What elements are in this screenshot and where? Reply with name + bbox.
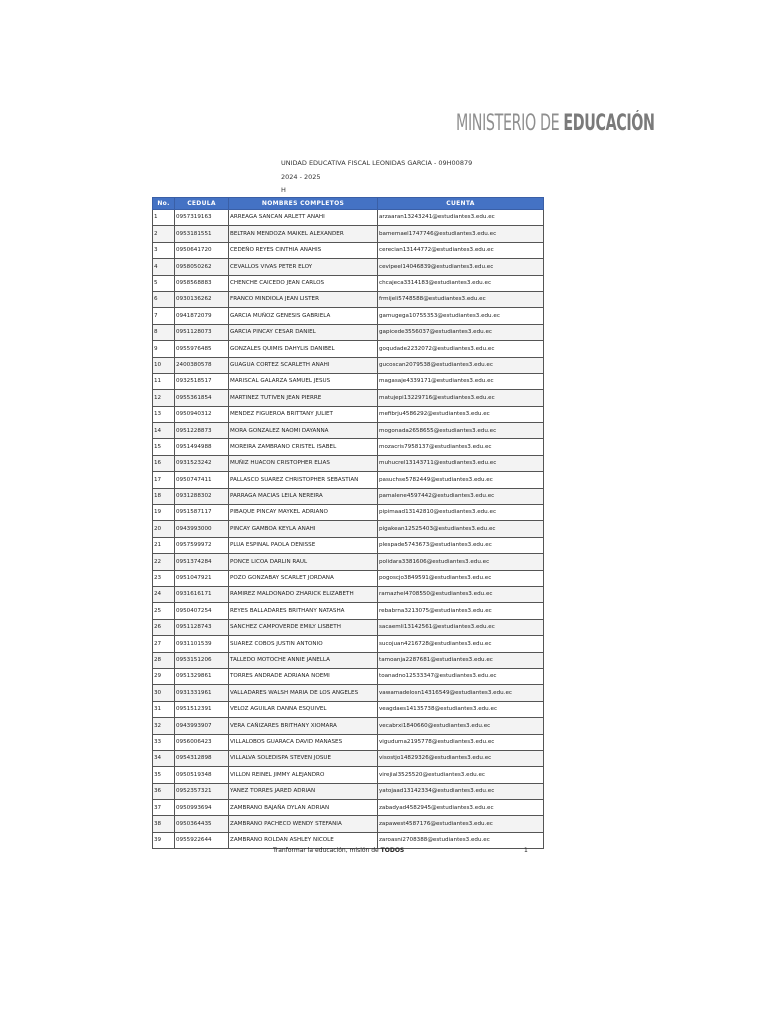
table-row [153,685,544,701]
cell-account: toanadno12533347@estudiantes3.edu.ec [378,668,544,684]
cell-number: 25 [153,603,175,619]
table-row [153,652,544,668]
cell-number: 33 [153,734,175,750]
table-row [153,537,544,553]
cell-number: 28 [153,652,175,668]
cell-full-name: PINCAY GAMBOA KEYLA ANAHI [229,521,378,537]
cell-cedula: 0930136262 [175,291,229,307]
cell-account: polidara3381606@estudiantes3.edu.ec [378,554,544,570]
table-row [153,259,544,275]
cell-account: visostjo14829326@estudiantes3.edu.ec [378,750,544,766]
cell-account: gamugega10755353@estudiantes3.edu.ec [378,308,544,324]
cell-number: 38 [153,816,175,832]
cell-full-name: VILLALVA SOLEDISPA STEVEN JOSUE [229,750,378,766]
table-row [153,406,544,422]
cell-full-name: VILLON REINEL JIMMY ALEJANDRO [229,767,378,783]
cell-account: frmijeli5748588@estudiantes3.edu.ec [378,291,544,307]
cell-cedula: 0932518517 [175,373,229,389]
footer-motto-emphasis: TODOS [380,847,405,854]
cell-cedula: 0951374284 [175,554,229,570]
cell-full-name: CEDEÑO REYES CINTHIA ANAHIS [229,242,378,258]
cell-cedula: 0943993000 [175,521,229,537]
cell-full-name: MOREIRA ZAMBRANO CRISTEL ISABEL [229,439,378,455]
cell-account: sacaemli13142561@estudiantes3.edu.ec [378,619,544,635]
cell-account: muhucrel13143711@estudiantes3.edu.ec [378,455,544,471]
cell-cedula: 0955976485 [175,341,229,357]
cell-number: 1 [153,210,175,226]
cell-full-name: VELOZ AGUILAR DANNA ESQUIVEL [229,701,378,717]
cell-number: 18 [153,488,175,504]
logo-text-light: MINISTERIO DE [456,111,564,136]
cell-full-name: VALLADARES WALSH MARIA DE LOS ANGELES [229,685,378,701]
table-row [153,603,544,619]
cell-number: 8 [153,324,175,340]
cell-number: 12 [153,390,175,406]
cell-number: 6 [153,291,175,307]
cell-cedula: 0941872079 [175,308,229,324]
table-row [153,783,544,799]
cell-full-name: MARISCAL GALARZA SAMUEL JESUS [229,373,378,389]
cell-full-name: ZAMBRANO ROLDAN ASHLEY NICOLE [229,832,378,848]
cell-cedula: 0953181551 [175,226,229,242]
cell-full-name: GARCIA PINCAY CESAR DANIEL [229,324,378,340]
cell-number: 13 [153,406,175,422]
table-row [153,341,544,357]
cell-full-name: RAMIREZ MALDONADO ZHARICK ELIZABETH [229,586,378,602]
table-header-row [153,198,544,210]
cell-cedula: 0950747411 [175,472,229,488]
cell-cedula: 0951128073 [175,324,229,340]
cell-number: 2 [153,226,175,242]
cell-number: 10 [153,357,175,373]
table-row [153,423,544,439]
table-row [153,636,544,652]
cell-full-name: MUÑIZ HUACON CRISTOPHER ELIAS [229,455,378,471]
cell-full-name: SANCHEZ CAMPOVERDE EMILY LISBETH [229,619,378,635]
cell-cedula: 0958568883 [175,275,229,291]
table-row [153,275,544,291]
cell-account: matujepi13229716@estudiantes3.edu.ec [378,390,544,406]
cell-account: arzaaran13243241@estudiantes3.edu.ec [378,210,544,226]
cell-full-name: FRANCO MINDIOLA JEAN LISTER [229,291,378,307]
ministry-logo [456,111,655,136]
cell-account: goqudade2232072@estudiantes3.edu.ec [378,341,544,357]
cell-cedula: 0950407254 [175,603,229,619]
cell-cedula: 0943993907 [175,718,229,734]
cell-cedula: 0951512391 [175,701,229,717]
logo-text-bold: EDUCACIÓN [563,111,655,136]
cell-full-name: MORA GONZALEZ NAOMI DAYANNA [229,423,378,439]
cell-account: veagdaes14135738@estudiantes3.edu.ec [378,701,544,717]
cell-cedula: 0931288302 [175,488,229,504]
cell-account: tamoanja2287681@estudiantes3.edu.ec [378,652,544,668]
table-row [153,668,544,684]
cell-number: 21 [153,537,175,553]
cell-number: 16 [153,455,175,471]
table-row [153,210,544,226]
table-row [153,750,544,766]
cell-account: zabadyad4582945@estudiantes3.edu.ec [378,800,544,816]
cell-full-name: GUAGUA CORTEZ SCARLETH ANAHI [229,357,378,373]
cell-full-name: CHENCHE CAICEDO JEAN CARLOS [229,275,378,291]
cell-full-name: GARCIA MUÑOZ GENESIS GABRIELA [229,308,378,324]
table-row [153,619,544,635]
cell-full-name: CEVALLOS VIVAS PETER ELOY [229,259,378,275]
cell-number: 22 [153,554,175,570]
table-row [153,554,544,570]
cell-cedula: 0931101539 [175,636,229,652]
cell-account: chcajeca3314183@estudiantes3.edu.ec [378,275,544,291]
cell-account: yatojaad13142334@estudiantes3.edu.ec [378,783,544,799]
cell-cedula: 0953151206 [175,652,229,668]
cell-cedula: 0951228873 [175,423,229,439]
cell-account: ramazhel4708550@estudiantes3.edu.ec [378,586,544,602]
cell-full-name: TALLEDO MOTOCHE ANNIE JANELLA [229,652,378,668]
cell-cedula: 0951128743 [175,619,229,635]
table-row [153,701,544,717]
cell-cedula: 0957599972 [175,537,229,553]
cell-number: 15 [153,439,175,455]
cell-full-name: ZAMBRANO BAJAÑA DYLAN ADRIAN [229,800,378,816]
cell-cedula: 0950519348 [175,767,229,783]
cell-cedula: 0952357321 [175,783,229,799]
cell-account: vecabrxi1840660@estudiantes3.edu.ec [378,718,544,734]
cell-full-name: MARTINEZ TUTIVEN JEAN PIERRE [229,390,378,406]
cell-account: sucojuan4216728@estudiantes3.edu.ec [378,636,544,652]
column-header-account: CUENTA [378,198,544,210]
cell-number: 34 [153,750,175,766]
cell-number: 23 [153,570,175,586]
cell-account: mozacris7958137@estudiantes3.edu.ec [378,439,544,455]
cell-cedula: 0951329861 [175,668,229,684]
cell-full-name: PALLASCO SUAREZ CHRISTOPHER SEBASTIAN [229,472,378,488]
cell-cedula: 2400380578 [175,357,229,373]
cell-full-name: VILLALOBOS GUARACA DAVID MANASES [229,734,378,750]
cell-account: pigakean12525403@estudiantes3.edu.ec [378,521,544,537]
cell-account: cerecian13144772@estudiantes3.edu.ec [378,242,544,258]
cell-number: 30 [153,685,175,701]
table-row [153,570,544,586]
cell-account: rebabrna3213075@estudiantes3.edu.ec [378,603,544,619]
cell-account: viguduma2195778@estudiantes3.edu.ec [378,734,544,750]
cell-full-name: PLUA ESPINAL PAOLA DENISSE [229,537,378,553]
section-label: H [281,186,286,194]
table-row [153,291,544,307]
cell-account: virejial3525520@estudiantes3.edu.ec [378,767,544,783]
table-row [153,800,544,816]
cell-full-name: GONZALES QUIMIS DAHYLIS DANIBEL [229,341,378,357]
cell-full-name: PONCE LICOA DARLIN RAUL [229,554,378,570]
table-row [153,242,544,258]
cell-full-name: VERA CAÑIZARES BRITHANY XIOMARA [229,718,378,734]
table-row [153,439,544,455]
cell-number: 35 [153,767,175,783]
table-row [153,767,544,783]
cell-number: 20 [153,521,175,537]
cell-number: 4 [153,259,175,275]
cell-cedula: 0951587117 [175,505,229,521]
cell-cedula: 0950641720 [175,242,229,258]
cell-number: 27 [153,636,175,652]
table-row [153,718,544,734]
table-row [153,472,544,488]
cell-full-name: BELTRAN MENDOZA MAIKEL ALEXANDER [229,226,378,242]
cell-account: pamalene4597442@estudiantes3.edu.ec [378,488,544,504]
cell-number: 5 [153,275,175,291]
table-row [153,390,544,406]
table-row [153,324,544,340]
table-row [153,373,544,389]
footer-motto-text: Tranformar la educación, misión de [273,847,381,854]
cell-number: 19 [153,505,175,521]
table-row [153,505,544,521]
cell-full-name: MENDEZ FIGUEROA BRITTANY JULIET [229,406,378,422]
table-row [153,816,544,832]
page-number: 1 [524,847,528,854]
school-period: 2024 - 2025 [281,173,321,181]
cell-account: cevipeel14046839@estudiantes3.edu.ec [378,259,544,275]
institution-name: UNIDAD EDUCATIVA FISCAL LEONIDAS GARCIA - 09H00879 [281,159,473,167]
cell-full-name: POZO GONZABAY SCARLET JORDANA [229,570,378,586]
table-row [153,521,544,537]
cell-number: 14 [153,423,175,439]
cell-full-name: REYES BALLADARES BRITHANY NATASHA [229,603,378,619]
cell-account: vawamadelosn14316549@estudiantes3.edu.ec [378,685,544,701]
table-row [153,488,544,504]
cell-account: mogonada2658655@estudiantes3.edu.ec [378,423,544,439]
footer-motto [273,847,404,854]
cell-account: pogoscjo3849591@estudiantes3.edu.ec [378,570,544,586]
cell-account: bamemael1747746@estudiantes3.edu.ec [378,226,544,242]
cell-number: 17 [153,472,175,488]
cell-cedula: 0955922644 [175,832,229,848]
cell-number: 36 [153,783,175,799]
cell-cedula: 0950940312 [175,406,229,422]
table-row [153,734,544,750]
cell-cedula: 0950993694 [175,800,229,816]
cell-full-name: TORRES ANDRADE ADRIANA NOEMI [229,668,378,684]
cell-cedula: 0954312898 [175,750,229,766]
column-header-number: No. [153,198,175,210]
cell-account: pasuchse5782449@estudiantes3.edu.ec [378,472,544,488]
cell-full-name: PARRAGA MACIAS LEILA NEREIRA [229,488,378,504]
cell-number: 39 [153,832,175,848]
cell-number: 32 [153,718,175,734]
cell-cedula: 0951047921 [175,570,229,586]
table-row [153,455,544,471]
cell-number: 7 [153,308,175,324]
cell-cedula: 0951494988 [175,439,229,455]
cell-account: pipimaad13142810@estudiantes3.edu.ec [378,505,544,521]
table-row [153,226,544,242]
cell-cedula: 0956006423 [175,734,229,750]
cell-number: 26 [153,619,175,635]
cell-number: 11 [153,373,175,389]
student-roster-table [152,197,544,849]
column-header-cedula: CEDULA [175,198,229,210]
table-row [153,586,544,602]
cell-account: mefibrju4586292@estudiantes3.edu.ec [378,406,544,422]
cell-number: 37 [153,800,175,816]
cell-full-name: ARREAGA SANCAN ARLETT ANAHI [229,210,378,226]
cell-cedula: 0931523242 [175,455,229,471]
cell-full-name: ZAMBRANO PACHECO WENDY STEFANIA [229,816,378,832]
cell-cedula: 0957319163 [175,210,229,226]
cell-full-name: SUAREZ COBOS JUSTIN ANTONIO [229,636,378,652]
cell-number: 3 [153,242,175,258]
cell-number: 31 [153,701,175,717]
cell-cedula: 0955361854 [175,390,229,406]
cell-account: gapicede3556037@estudiantes3.edu.ec [378,324,544,340]
cell-number: 24 [153,586,175,602]
cell-cedula: 0958050262 [175,259,229,275]
cell-account: plespade5743673@estudiantes3.edu.ec [378,537,544,553]
table-row [153,357,544,373]
column-header-names: NOMBRES COMPLETOS [229,198,378,210]
cell-cedula: 0931616171 [175,586,229,602]
cell-account: gucoscan2079538@estudiantes3.edu.ec [378,357,544,373]
cell-account: magasaje4339171@estudiantes3.edu.ec [378,373,544,389]
table-row [153,308,544,324]
cell-cedula: 0950364435 [175,816,229,832]
cell-full-name: PIBAQUE PINCAY MAYKEL ADRIANO [229,505,378,521]
cell-account: zapawest4587176@estudiantes3.edu.ec [378,816,544,832]
cell-number: 9 [153,341,175,357]
cell-full-name: YANEZ TORRES JARED ADRIAN [229,783,378,799]
cell-number: 29 [153,668,175,684]
cell-cedula: 0931331961 [175,685,229,701]
cell-account: zaroasni2708388@estudiantes3.edu.ec [378,832,544,848]
